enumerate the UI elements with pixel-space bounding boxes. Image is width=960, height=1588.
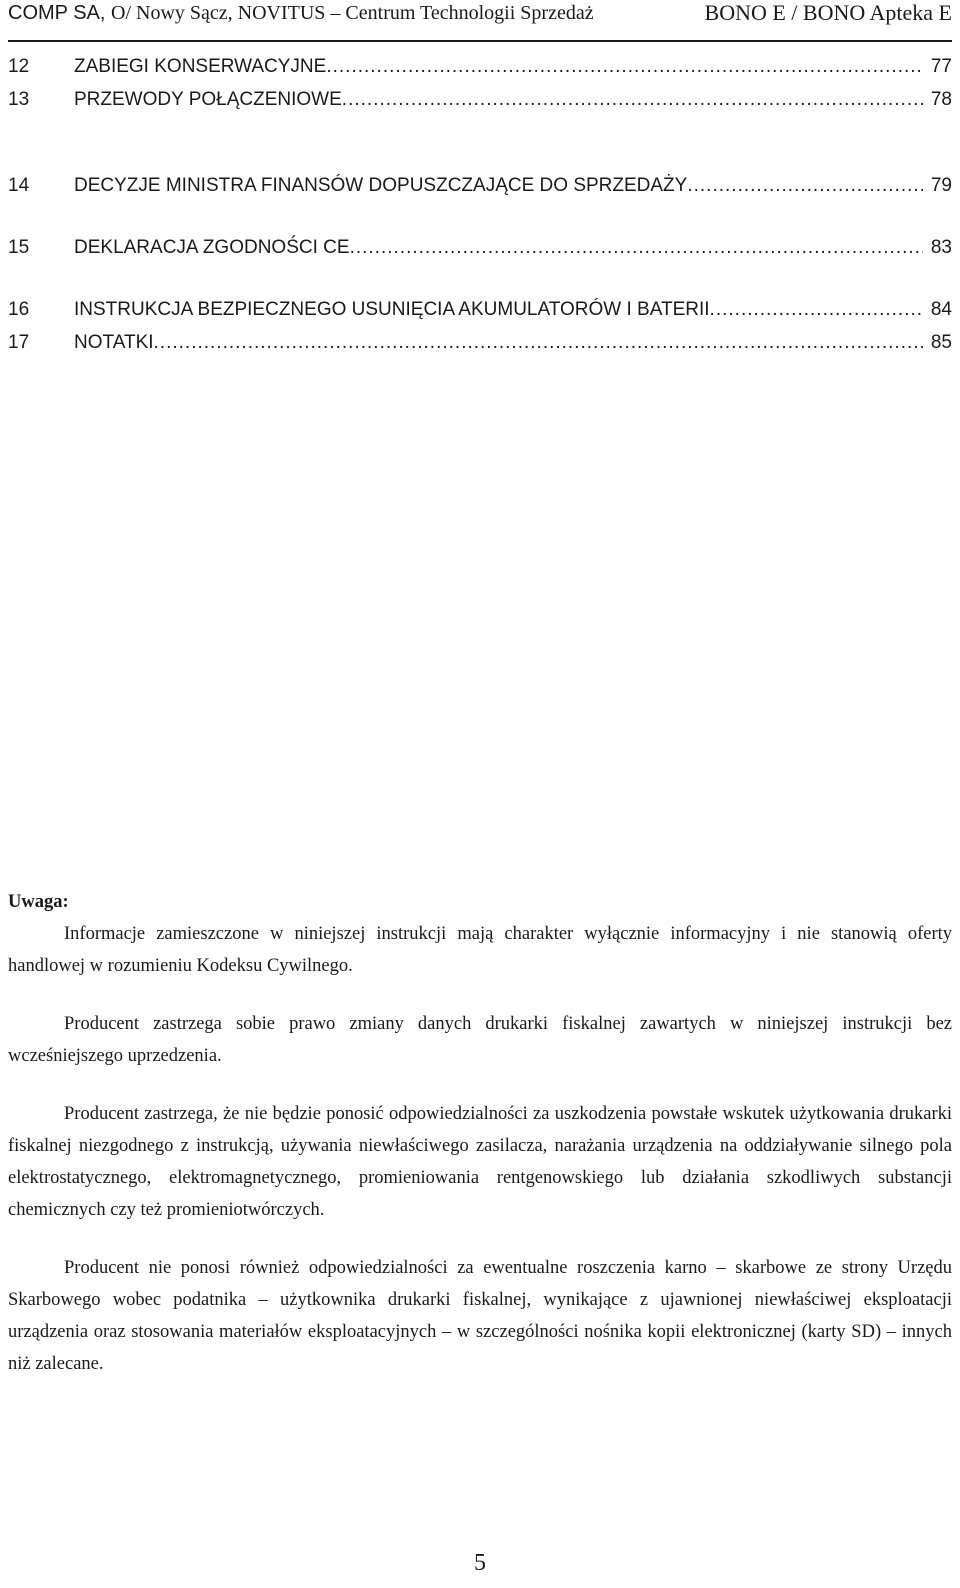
- notice-heading: Uwaga:: [8, 892, 69, 912]
- toc-leader-dots: [326, 56, 923, 78]
- toc-entry-number: 16: [8, 299, 30, 320]
- notice-paragraph: Producent nie ponosi również odpowiedzialności za ewentualne roszczenia karno – skarbowe ze strony Urzędu Skarbowego wobec podatnika – użytkownika drukarki fiskalnej, wynikające z ujawnionej niewłaściwej eksploatacji urządzenia oraz stosowania materiałów eksploatacyjnych – w szczególności nośnika kopii elektronicznej (karty SD) – innych niż zalecane.: [8, 1258, 952, 1374]
- toc-leader-dots: [350, 237, 923, 259]
- toc-entry-title: DECYZJE MINISTRA FINANSÓW DOPUSZCZAJĄCE DO SPRZEDAŻY: [74, 175, 688, 196]
- toc-entry-title: INSTRUKCJA BEZPIECZNEGO USUNIĘCIA AKUMULATORÓW I BATERII: [74, 299, 710, 320]
- toc-leader-dots: [687, 175, 923, 197]
- toc-leader-dots: [710, 299, 923, 321]
- toc-entry-page: 78: [930, 89, 952, 110]
- toc-entry-title: PRZEWODY POŁĄCZENIOWE: [74, 89, 342, 110]
- notice-paragraph: Producent zastrzega, że nie będzie ponosić odpowiedzialności za uszkodzenia powstałe wskutek użytkowania drukarki fiskalnej niezgodnego z instrukcją, używania niewłaściwego zasilacza, narażania urządzenia na oddziaływanie silnego pola elektrostatycznego, elektromagnetycznego, promieniowania rentgenowskiego lub działania szkodliwych substancji chemicznych czy też promieniotwórczych.: [8, 1104, 952, 1220]
- page-header: [8, 0, 952, 42]
- toc-entry[interactable]: [8, 175, 952, 205]
- toc-entry-page: 77: [930, 56, 952, 77]
- toc-entry-title: NOTATKI: [74, 332, 154, 353]
- disclaimer-notice: [8, 886, 952, 1406]
- toc-entry-page: 79: [930, 175, 952, 196]
- toc-entry-page: 83: [930, 237, 952, 258]
- page-number: 5: [474, 1550, 486, 1576]
- toc-leader-dots: [342, 89, 923, 111]
- toc-entry[interactable]: [8, 56, 952, 86]
- toc-entry-title: ZABIEGI KONSERWACYJNE: [74, 56, 327, 77]
- header-product: BONO E / BONO Apteka E: [704, 0, 952, 25]
- notice-paragraph: Producent zastrzega sobie prawo zmiany danych drukarki fiskalnej zawartych w niniejszej instrukcji bez wcześniejszego uprzedzenia.: [8, 1014, 952, 1066]
- toc-entry[interactable]: [8, 299, 952, 329]
- toc-entry-page: 84: [930, 299, 952, 320]
- toc-entry[interactable]: [8, 332, 952, 362]
- header-company-lead: COMP SA,: [8, 2, 111, 24]
- toc-leader-dots: [154, 332, 923, 354]
- toc-entry-title: DEKLARACJA ZGODNOŚCI CE: [74, 237, 350, 258]
- toc-entry-number: 13: [8, 89, 30, 110]
- toc-entry[interactable]: [8, 237, 952, 267]
- toc-entry-number: 17: [8, 332, 30, 353]
- toc-entry-page: 85: [930, 332, 952, 353]
- toc-entry[interactable]: [8, 89, 952, 119]
- header-company-rest: O/ Nowy Sącz, NOVITUS – Centrum Technologii Sprzedaż: [111, 2, 594, 24]
- toc-entry-number: 12: [8, 56, 30, 77]
- header-company: [8, 2, 594, 25]
- toc-entry-number: 14: [8, 175, 30, 196]
- notice-paragraph: Informacje zamieszczone w niniejszej instrukcji mają charakter wyłącznie informacyjny i nie stanowią oferty handlowej w rozumieniu Kodeksu Cywilnego.: [8, 924, 952, 976]
- toc-entry-number: 15: [8, 237, 30, 258]
